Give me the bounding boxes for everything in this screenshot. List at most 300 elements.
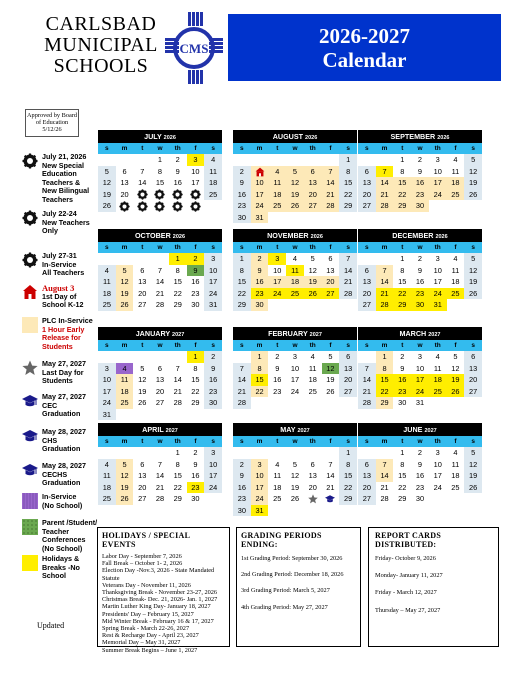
- day-cell: 5: [140, 363, 145, 373]
- day-cell: 3: [435, 448, 440, 457]
- day-cell: 10: [204, 265, 222, 277]
- day-grid: [358, 154, 482, 212]
- day-cell: 1: [251, 351, 269, 363]
- day-cell: 31: [204, 299, 222, 311]
- day-cell: 27: [358, 200, 376, 212]
- weekday-label: th: [309, 438, 316, 445]
- month-year: 2027: [165, 428, 178, 434]
- day-cell: 27: [322, 288, 340, 300]
- list-item: Christmas Break- Dec. 21, 2026- Jan. 1, 2027: [102, 596, 218, 604]
- day-cell: 25: [451, 482, 460, 492]
- day-cell: 2: [204, 351, 222, 363]
- day-cell: 4: [453, 254, 458, 263]
- day-cell: 9: [417, 459, 423, 469]
- day-cell: 26: [464, 189, 482, 201]
- day-cell: 16: [233, 189, 251, 201]
- day-cell: 21: [358, 386, 376, 398]
- weekday-label: m: [381, 438, 388, 445]
- day-cell: 16: [173, 178, 182, 187]
- day-cell: 26: [326, 386, 335, 396]
- day-grid: [358, 253, 482, 311]
- day-cell: 9: [187, 265, 205, 277]
- report-cards-list: [375, 555, 492, 614]
- day-cell: 12: [322, 363, 340, 375]
- weekday-label: t: [276, 342, 279, 349]
- district-line: SCHOOLS: [53, 55, 149, 77]
- day-cell: 7: [328, 459, 333, 469]
- empty-cell: [151, 253, 169, 265]
- approval-line: Approved by Board: [27, 112, 78, 119]
- empty-cell: [358, 447, 376, 459]
- day-cell: 15: [173, 277, 182, 286]
- day-cell: 12: [464, 166, 482, 178]
- legend-text: [42, 555, 104, 581]
- holidays-list: [102, 553, 225, 654]
- day-cell: 24: [251, 200, 269, 212]
- list-item: Statute: [102, 574, 120, 582]
- gear-badge-icon: [22, 153, 38, 169]
- legend-line: July 27-31: [42, 251, 77, 260]
- day-cell: 22: [393, 189, 411, 201]
- day-cell: 27: [155, 398, 165, 407]
- day-cell: 8: [157, 166, 163, 176]
- day-cell: 16: [233, 482, 251, 494]
- list-item: Memorial Day – May 31, 2027: [102, 639, 181, 647]
- weekday-header: [358, 436, 482, 447]
- month-calendar: [98, 229, 222, 311]
- empty-cell: [251, 447, 269, 459]
- day-cell: 25: [286, 288, 304, 300]
- weekday-label: f: [454, 342, 457, 349]
- day-cell: 11: [204, 166, 222, 178]
- day-cell: 18: [286, 276, 304, 288]
- day-cell: 2: [233, 166, 251, 178]
- legend-line: Only: [42, 226, 58, 236]
- legend-line: May 28, 2027: [42, 461, 86, 470]
- day-cell: 29: [393, 299, 411, 311]
- day-cell: 11: [98, 276, 116, 288]
- day-cell: 11: [308, 363, 317, 373]
- weekday-label: th: [434, 342, 441, 349]
- day-cell: 12: [308, 265, 317, 275]
- day-cell: 6: [358, 166, 376, 178]
- weekday-label: t: [276, 145, 279, 152]
- list-item: Presidents' Day – February 15, 2027: [102, 610, 194, 618]
- legend-line: May 28, 2027: [42, 427, 86, 436]
- day-grid: [358, 351, 482, 409]
- day-cell: 12: [464, 265, 482, 277]
- graduation-cap-icon: [325, 494, 335, 504]
- day-cell: 28: [322, 200, 340, 212]
- month-calendar: [98, 423, 222, 505]
- day-cell: 21: [380, 482, 389, 492]
- day-cell: 28: [173, 398, 182, 407]
- empty-cell: [251, 154, 269, 166]
- day-cell: 19: [116, 288, 134, 300]
- day-cell: 26: [98, 200, 116, 212]
- day-cell: 28: [376, 299, 394, 311]
- day-cell: 18: [451, 471, 460, 480]
- weekday-label: th: [174, 145, 181, 152]
- legend-text: [42, 519, 104, 553]
- day-cell: 13: [339, 363, 357, 375]
- weekday-header: [98, 436, 222, 447]
- day-cell: 10: [433, 166, 442, 176]
- day-cell: 7: [157, 459, 163, 469]
- day-cell: 14: [233, 374, 251, 386]
- day-cell: 23: [393, 386, 411, 398]
- gear-badge-icon: [172, 201, 183, 212]
- weekday-header: [233, 242, 357, 253]
- list-item: Thursday – May 27, 2027: [375, 606, 441, 614]
- legend-text: [42, 210, 104, 236]
- gear-badge-icon: [22, 210, 38, 226]
- day-cell: 14: [376, 177, 394, 189]
- weekday-label: m: [381, 244, 388, 251]
- weekday-label: w: [157, 244, 163, 251]
- day-cell: 2: [400, 352, 405, 361]
- day-cell: 17: [191, 178, 200, 187]
- day-cell: 17: [98, 386, 116, 398]
- day-cell: 15: [398, 471, 407, 480]
- day-grid: [98, 447, 222, 505]
- day-cell: 1: [233, 253, 251, 265]
- month-year: 2026: [172, 234, 186, 240]
- month-name: DECEMBER: [392, 231, 434, 240]
- district-line: MUNICIPAL: [44, 34, 158, 56]
- day-cell: 24: [204, 482, 222, 494]
- day-cell: 8: [339, 459, 357, 471]
- empty-cell: [322, 447, 340, 459]
- list-item: Labor Day - September 7, 2026: [102, 553, 182, 560]
- day-cell: 29: [173, 300, 182, 309]
- legend-item: [22, 519, 102, 553]
- empty-cell: [233, 154, 251, 166]
- weekday-label: w: [157, 438, 163, 445]
- weekday-label: w: [292, 145, 298, 152]
- day-cell: 15: [191, 375, 200, 384]
- day-cell: 9: [204, 363, 222, 375]
- weekday-label: t: [401, 438, 404, 445]
- day-cell: 17: [433, 471, 442, 480]
- day-cell: 25: [273, 494, 282, 503]
- day-grid: [358, 447, 482, 505]
- day-cell: 14: [376, 470, 394, 482]
- day-cell: 1: [339, 154, 357, 166]
- day-cell: 17: [251, 482, 269, 494]
- day-cell: 26: [464, 482, 482, 494]
- day-cell: 20: [358, 189, 376, 201]
- day-cell: 15: [339, 470, 357, 482]
- day-cell: 28: [233, 397, 251, 409]
- gear-badge-icon: [119, 201, 130, 212]
- month-name: SEPTEMBER: [390, 132, 436, 141]
- day-cell: 24: [290, 386, 300, 396]
- month-name: JULY: [144, 132, 162, 141]
- day-cell: 17: [251, 189, 269, 201]
- day-cell: 1: [376, 351, 394, 363]
- weekday-label: t: [141, 438, 144, 445]
- day-cell: 26: [116, 493, 134, 505]
- day-cell: 28: [376, 200, 394, 212]
- day-cell: 30: [411, 200, 429, 212]
- weekday-label: f: [454, 145, 457, 152]
- legend-line: Graduation: [42, 409, 81, 419]
- day-cell: 4: [116, 363, 134, 375]
- calendar-title-banner: [228, 14, 501, 81]
- legend-text: [42, 317, 104, 351]
- legend-line: New Teachers: [42, 217, 90, 227]
- day-cell: 21: [326, 482, 335, 492]
- legend-text: [42, 153, 104, 205]
- weekday-label: t: [276, 438, 279, 445]
- day-cell: 3: [204, 253, 222, 265]
- day-cell: 20: [322, 276, 340, 288]
- day-cell: 13: [304, 177, 322, 189]
- day-cell: 11: [451, 166, 460, 176]
- day-cell: 21: [173, 386, 182, 396]
- day-cell: 6: [358, 265, 376, 277]
- empty-cell: [304, 154, 322, 166]
- day-cell: 30: [233, 212, 251, 224]
- day-cell: 10: [273, 265, 282, 275]
- day-cell: 30: [411, 299, 429, 311]
- weekday-label: m: [121, 438, 128, 445]
- day-cell: 22: [173, 482, 182, 492]
- day-cell: 2: [275, 352, 280, 361]
- weekday-label: w: [292, 438, 298, 445]
- empty-cell: [358, 351, 376, 363]
- weekday-header: [233, 436, 357, 447]
- day-cell: 3: [187, 154, 205, 166]
- empty-cell: [151, 447, 169, 459]
- legend-line: Conferences: [42, 535, 86, 545]
- day-cell: 15: [155, 178, 165, 187]
- day-cell: 20: [138, 482, 147, 492]
- day-cell: 29: [173, 494, 182, 503]
- day-cell: [151, 200, 169, 212]
- day-grid: [98, 154, 222, 212]
- day-cell: 26: [290, 494, 300, 503]
- holidays-box: [97, 527, 230, 654]
- day-cell: 15: [339, 177, 357, 189]
- weekday-label: th: [434, 145, 441, 152]
- day-cell: 26: [464, 288, 482, 300]
- day-cell: 25: [204, 189, 222, 201]
- day-cell: 22: [233, 288, 251, 300]
- legend-line: PLC In-Service: [42, 316, 93, 325]
- day-cell: 6: [464, 351, 482, 363]
- day-cell: 26: [286, 200, 304, 212]
- day-cell: 9: [233, 470, 251, 482]
- month-header: [233, 327, 357, 340]
- month-calendar: [233, 423, 357, 516]
- day-cell: 2: [251, 253, 269, 265]
- list-item: Thanksgiving Break - November 23-27, 2026: [102, 589, 218, 597]
- list-item: Friday - March 12, 2027: [375, 589, 437, 597]
- day-cell: 3: [251, 459, 269, 471]
- day-cell: 16: [415, 471, 425, 480]
- list-item: 2nd Grading Period: December 18, 2026: [241, 571, 344, 579]
- day-cell: 4: [275, 459, 280, 469]
- empty-cell: [98, 351, 116, 363]
- weekday-label: f: [194, 145, 197, 152]
- weekday-label: t: [401, 145, 404, 152]
- weekday-label: m: [121, 145, 128, 152]
- day-cell: 7: [376, 265, 394, 277]
- weekday-label: m: [381, 342, 388, 349]
- day-cell: 15: [376, 374, 394, 386]
- day-cell: 31: [415, 398, 425, 407]
- month-header: [98, 327, 222, 340]
- day-cell: 14: [358, 374, 376, 386]
- day-cell: 26: [447, 386, 465, 398]
- day-cell: 23: [415, 482, 425, 492]
- day-cell: 18: [268, 189, 286, 201]
- list-item: Summer Break Begins – June 1, 2027: [102, 646, 198, 654]
- day-cell: 22: [251, 386, 269, 398]
- empty-cell: [116, 253, 134, 265]
- day-cell: 30: [204, 397, 222, 409]
- weekday-label: s: [240, 342, 244, 349]
- day-cell: 5: [453, 352, 458, 361]
- day-cell: 2: [233, 459, 251, 471]
- day-cell: 28: [155, 494, 165, 503]
- purple-square-icon: [22, 493, 38, 509]
- day-cell: 3: [268, 253, 286, 265]
- day-cell: 7: [175, 363, 180, 373]
- star-icon: [22, 360, 38, 376]
- day-cell: 25: [268, 200, 286, 212]
- weekday-label: t: [141, 244, 144, 251]
- month-calendar: [233, 327, 357, 409]
- weekday-label: w: [417, 342, 423, 349]
- day-cell: 13: [155, 375, 165, 384]
- weekday-label: s: [105, 244, 109, 251]
- day-cell: 11: [116, 374, 134, 386]
- day-cell: 21: [155, 482, 165, 492]
- list-item: Monday- January 11, 2027: [375, 572, 443, 580]
- legend-line: School: [42, 571, 66, 581]
- day-cell: 2: [187, 253, 205, 265]
- legend-line: August 3: [42, 283, 75, 293]
- weekday-label: s: [365, 342, 369, 349]
- day-cell: 2: [417, 448, 423, 457]
- gear-badge-icon: [154, 189, 165, 200]
- month-header: [233, 130, 357, 143]
- day-cell: 22: [191, 386, 200, 396]
- empty-cell: [133, 154, 151, 166]
- weekday-label: s: [105, 342, 109, 349]
- weekday-label: s: [211, 244, 215, 251]
- weekday-label: s: [240, 244, 244, 251]
- month-header: [358, 327, 482, 340]
- day-cell: 19: [286, 189, 304, 201]
- day-cell: 21: [376, 288, 394, 300]
- day-cell: 23: [233, 200, 251, 212]
- day-cell: 9: [193, 459, 198, 469]
- day-cell: 7: [322, 166, 340, 178]
- month-calendar: [358, 423, 482, 505]
- weekday-label: s: [211, 342, 215, 349]
- weekday-label: s: [105, 438, 109, 445]
- list-item: Mid Winter Break - February 16 & 17, 2027: [102, 617, 214, 625]
- day-cell: 6: [122, 166, 127, 176]
- day-cell: 15: [398, 277, 407, 286]
- weekday-label: w: [417, 145, 423, 152]
- day-cell: 22: [173, 288, 182, 298]
- month-name: MARCH: [399, 329, 427, 338]
- empty-cell: [233, 447, 251, 459]
- month-name: OCTOBER: [134, 231, 171, 240]
- day-cell: 12: [98, 177, 116, 189]
- day-cell: 14: [155, 471, 165, 480]
- day-cell: 29: [393, 200, 411, 212]
- day-cell: 1: [400, 155, 405, 164]
- zia-logo-icon: [165, 12, 223, 84]
- day-cell: 25: [308, 386, 317, 396]
- day-cell: 31: [251, 212, 269, 224]
- day-cell: 19: [138, 386, 147, 396]
- day-cell: 27: [464, 386, 482, 398]
- day-cell: 17: [433, 277, 442, 286]
- weekday-label: m: [121, 342, 128, 349]
- month-calendar: [98, 130, 222, 212]
- weekday-label: th: [434, 244, 441, 251]
- day-cell: 31: [251, 505, 269, 517]
- gear-badge-icon: [190, 201, 201, 212]
- day-cell: 5: [328, 352, 333, 361]
- day-cell: 19: [447, 374, 465, 386]
- graduation-cap-icon: [22, 462, 38, 478]
- month-calendar: [358, 327, 482, 409]
- day-cell: 19: [326, 375, 335, 384]
- month-name: NOVEMBER: [267, 231, 309, 240]
- day-cell: 24: [411, 386, 429, 398]
- calendar-year-title: 2026-2027: [319, 24, 410, 48]
- gear-badge-icon: [137, 189, 148, 200]
- day-cell: [133, 200, 151, 212]
- weekday-label: m: [256, 244, 263, 251]
- weekday-header: [98, 242, 222, 253]
- day-cell: 13: [326, 265, 335, 275]
- gear-badge-icon: [172, 189, 183, 200]
- weekday-label: m: [381, 145, 388, 152]
- day-cell: 14: [173, 375, 182, 384]
- day-cell: 24: [98, 397, 116, 409]
- legend-line: 1 Hour Early: [42, 324, 85, 334]
- report-cards-subtitle: DISTRIBUTED:: [375, 540, 437, 549]
- empty-cell: [116, 351, 134, 363]
- day-cell: 27: [304, 200, 322, 212]
- month-year: 2027: [309, 332, 322, 338]
- day-cell: 26: [138, 398, 147, 407]
- day-cell: 29: [398, 494, 407, 503]
- weekday-header: [358, 340, 482, 351]
- weekday-header: [233, 340, 357, 351]
- day-cell: 14: [339, 265, 357, 277]
- day-cell: 2: [417, 254, 423, 263]
- day-cell: 16: [251, 276, 269, 288]
- day-cell: 4: [268, 166, 286, 178]
- weekday-label: s: [240, 145, 244, 152]
- day-cell: 5: [292, 459, 298, 469]
- day-cell: [322, 493, 340, 505]
- day-cell: 18: [273, 482, 282, 492]
- day-cell: 13: [358, 470, 376, 482]
- day-cell: 3: [98, 363, 116, 375]
- empty-cell: [133, 253, 151, 265]
